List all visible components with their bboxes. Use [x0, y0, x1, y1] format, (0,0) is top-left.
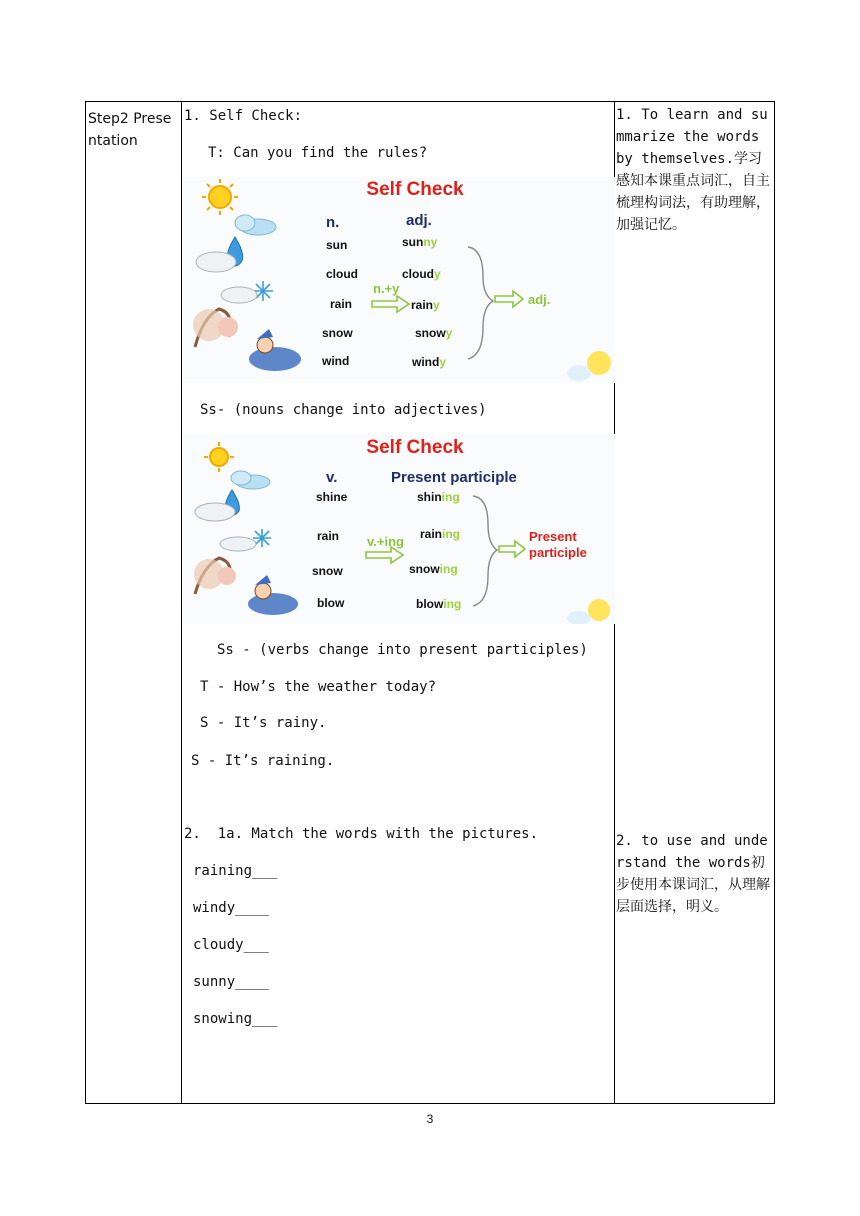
teacher-question: T: Can you find the rules?: [208, 145, 428, 161]
match-heading: 2. 1a. Match the words with the pictures.: [184, 826, 539, 842]
step-label: Step2 Presentation: [88, 111, 172, 149]
cloud-icon: [196, 252, 236, 272]
result-label: Present: [529, 529, 577, 544]
verb-word: rain: [317, 529, 340, 543]
teacher-weather-question: T - How’s the weather today?: [200, 679, 437, 695]
activity-cell: [182, 102, 614, 1103]
self-check-figure: [183, 434, 615, 624]
mascot-icon: [567, 351, 611, 381]
student-answer-verbs: Ss - (verbs change into present participles): [217, 642, 588, 658]
arrow-icon: [372, 296, 409, 312]
step-cell: [86, 102, 181, 1103]
student-answer-nouns: Ss- (nouns change into adjectives): [200, 402, 487, 418]
arrow-icon: [366, 547, 403, 563]
noun-word: sun: [326, 238, 348, 252]
sun-icon: [202, 179, 238, 215]
mascot-icon: [567, 599, 610, 624]
participle-column-label: Present participle: [391, 469, 517, 486]
student-answer-raining: S - It’s raining.: [191, 753, 335, 769]
verb-word: snow: [312, 564, 343, 578]
result-label: adj.: [528, 292, 551, 307]
participle-word: raining: [420, 527, 461, 541]
self-check-image-nouns: [183, 177, 615, 383]
participle-word: snowing: [409, 562, 458, 576]
participle-word: blowing: [416, 597, 462, 611]
self-check-figure: [183, 177, 615, 383]
noun-word: rain: [330, 297, 353, 311]
purpose-cell: [615, 102, 775, 1103]
brace-icon: [468, 247, 493, 359]
self-check-heading: 1. Self Check:: [184, 108, 303, 124]
result-label: participle: [529, 545, 587, 560]
arrow-icon: [499, 541, 525, 557]
student-answer-rainy: S - It’s rainy.: [200, 715, 327, 731]
adjective-column-label: adj.: [406, 212, 432, 229]
noun-word: wind: [322, 354, 350, 368]
windy-tree-icon: [193, 309, 238, 347]
adjective-word: rainy: [411, 298, 440, 312]
brace-icon: [473, 496, 497, 606]
cloud-icon: [221, 287, 257, 303]
cloud-icon: [220, 537, 256, 551]
adjective-word: cloudy: [402, 267, 441, 281]
verb-column-label: v.: [326, 469, 338, 486]
self-check-image-verbs: [183, 434, 615, 624]
adjective-word: sunny: [402, 235, 438, 249]
cloud-icon: [231, 471, 270, 489]
match-item: snowing___: [193, 1011, 278, 1027]
participle-word: shining: [417, 490, 460, 504]
child-icon: [249, 329, 301, 371]
image-title: Self Check: [366, 179, 464, 200]
match-item: raining___: [193, 863, 278, 879]
cloud-icon: [235, 215, 276, 235]
image-title: Self Check: [366, 437, 464, 458]
sun-icon: [204, 442, 234, 472]
lesson-table: [85, 101, 775, 1104]
page-number: 3: [426, 1112, 434, 1126]
cloud-icon: [195, 503, 235, 521]
verb-word: shine: [316, 490, 348, 504]
noun-word: cloud: [326, 267, 358, 281]
purpose-note: 1. To learn and summarize the words by themselves.学习感知本课重点词汇，自主梳理构词法，有助理解，加强记忆。: [616, 107, 770, 233]
verb-word: blow: [317, 596, 345, 610]
noun-word: snow: [322, 326, 353, 340]
arrow-icon: [495, 291, 523, 307]
windy-tree-icon: [194, 558, 236, 594]
adjective-word: snowy: [415, 326, 453, 340]
noun-column-label: n.: [326, 214, 340, 231]
purpose-note: 2. to use and understand the words初步使用本课词汇，从理解层面选择，明义。: [616, 833, 770, 915]
match-item: cloudy___: [193, 937, 269, 953]
rule-label: v.+ing: [367, 534, 404, 549]
match-item: windy____: [193, 900, 269, 916]
match-item: sunny____: [193, 974, 269, 990]
rule-label: n.+y: [373, 281, 400, 296]
adjective-word: windy: [412, 355, 447, 369]
child-icon: [248, 575, 298, 615]
